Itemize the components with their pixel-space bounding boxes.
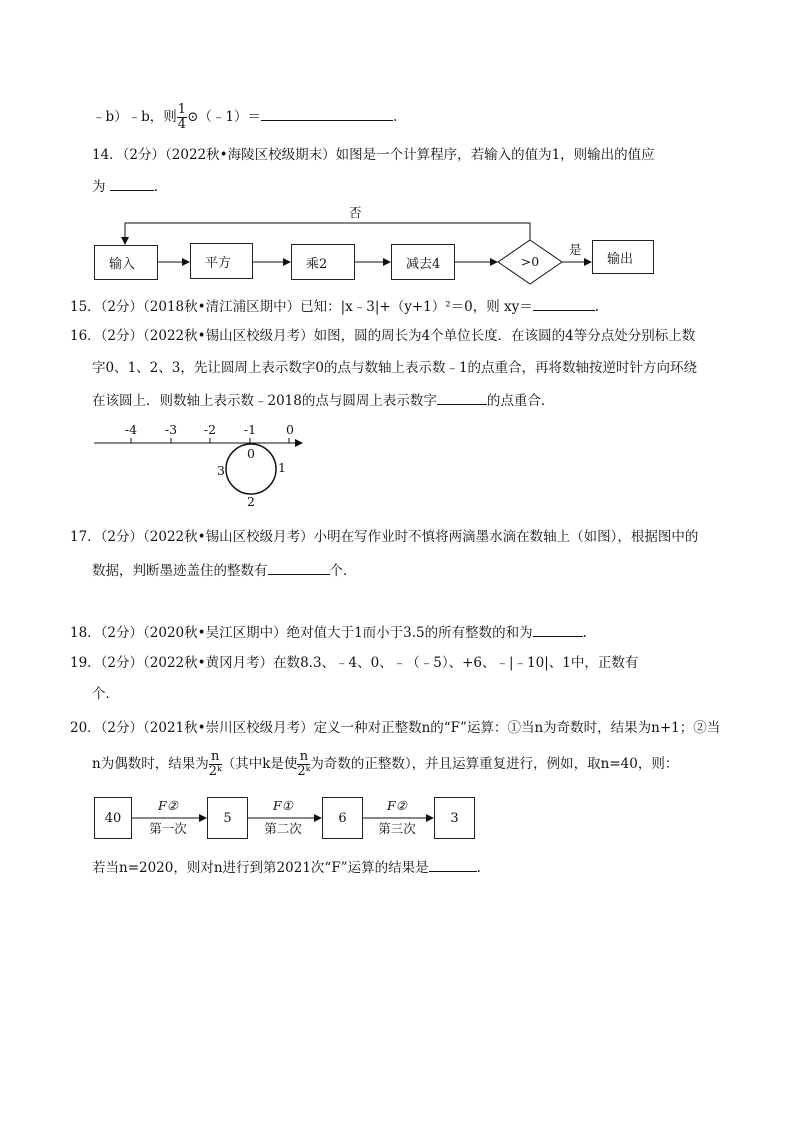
- q16-tick-label: -3: [164, 422, 178, 437]
- q14-no-label: 否: [349, 205, 362, 220]
- q20-line3: 若当n=2020，则对n进行到第2021次“F”运算的结果是 .: [92, 857, 481, 878]
- q16-line1: 16．（2分）（2022秋•锡山区校级月考）如图，圆的周长为4个单位长度．在该圆的4等分点处分别标上数: [70, 328, 696, 344]
- q14-square-box: 平方: [190, 243, 253, 279]
- q16-tick-label: -1: [243, 422, 257, 437]
- q15-line: 15．（2分）（2018秋•清江浦区期中）已知：|x﹣3|+（y+1）²＝0，则 xy＝ .: [70, 296, 599, 317]
- q20-fraction: $\frac{n}{\text{2ᵏ}}$: [208, 749, 222, 779]
- q16-tick-label: 0: [286, 422, 294, 437]
- q17-line1: 17．（2分）（2022秋•锡山区校级月考）小明在写作业时不慎将两滴墨水滴在数轴上（如图），根据图中的: [70, 529, 699, 545]
- q17-line2: 数据，判断墨迹盖住的整数有 个．: [92, 560, 357, 581]
- q20-fraction-2: $\frac{n}{\text{2ᵏ}}$: [297, 749, 311, 779]
- q14-line2: 为 .: [92, 176, 158, 197]
- q20-box-3: 3: [434, 797, 475, 839]
- q16-tick-label: -2: [203, 422, 217, 437]
- q18-line: 18．（2分）（2020秋•吴江区期中）绝对值大于1而小于3.5的所有整数的和为 .: [70, 622, 587, 643]
- q19-line1: 19．（2分）（2022秋•黄冈月考）在数8.3、﹣4、0、﹣（﹣5）、+6、﹣|﹣10|、1中，正数有: [70, 655, 639, 671]
- q20-step-label: 第三次: [378, 821, 416, 836]
- q13-line: ﹣b）﹣b，则 $\frac{1}{4}$ ⊙（﹣1）＝ .: [92, 102, 398, 132]
- q14-head: 14．（2分）（2022秋•海陵区校级期末）如图是一个计算程序，若输入的值为1，则输出的值应: [92, 147, 655, 163]
- q14-output-box: 输出: [592, 240, 654, 274]
- q16-circle-label-top: 0: [247, 446, 255, 461]
- q16-line3: 在该圆上．则数轴上表示数﹣2018的点与圆周上表示数字 的点重合．: [92, 390, 554, 411]
- q20-box-6: 6: [322, 797, 363, 839]
- q14-input-box: 输入: [94, 245, 158, 280]
- q16-circle-label-left: 3: [217, 463, 225, 478]
- q20-step-label: 第二次: [264, 821, 302, 836]
- q20-line2: n为偶数时，结果为 $\frac{n}{\text{2ᵏ}}$ （其中k是使 $\frac{n}{\text{2ᵏ}}$ 为奇数的正整数），并且运算重复进行，例如，取n=40，则：: [92, 749, 679, 779]
- q14-yes-label: 是: [569, 242, 582, 257]
- q14-minus4-box: 减去4: [391, 244, 455, 280]
- q20-box-40: 40: [94, 797, 132, 839]
- q20-op-label: F①: [273, 798, 293, 813]
- q16-line2: 字0、1、2、3，先让圆周上表示数字0的点与数轴上表示数﹣1的点重合，再将数轴按逆时针方向环绕: [92, 360, 698, 376]
- q16-circle-label-right: 1: [278, 460, 286, 475]
- q14-times2-box: 乘2: [291, 244, 355, 280]
- q16-tick-label: -4: [124, 422, 138, 437]
- q20-op-label: F②: [158, 798, 178, 813]
- q19-line2: 个．: [92, 686, 119, 702]
- q14-condition: >0: [520, 254, 540, 269]
- q20-step-label: 第一次: [149, 821, 187, 836]
- q20-op-label: F②: [387, 798, 407, 813]
- q20-answer-blank: [429, 857, 477, 872]
- q13-fraction: $\frac{1}{4}$: [177, 102, 187, 132]
- q20-line1: 20．（2分）（2021秋•崇川区校级月考）定义一种对正整数n的“F”运算：①当n为奇数时，结果为n+1；②当: [70, 720, 721, 736]
- q16-circle-label-bottom: 2: [247, 494, 255, 509]
- q20-box-5: 5: [207, 797, 248, 839]
